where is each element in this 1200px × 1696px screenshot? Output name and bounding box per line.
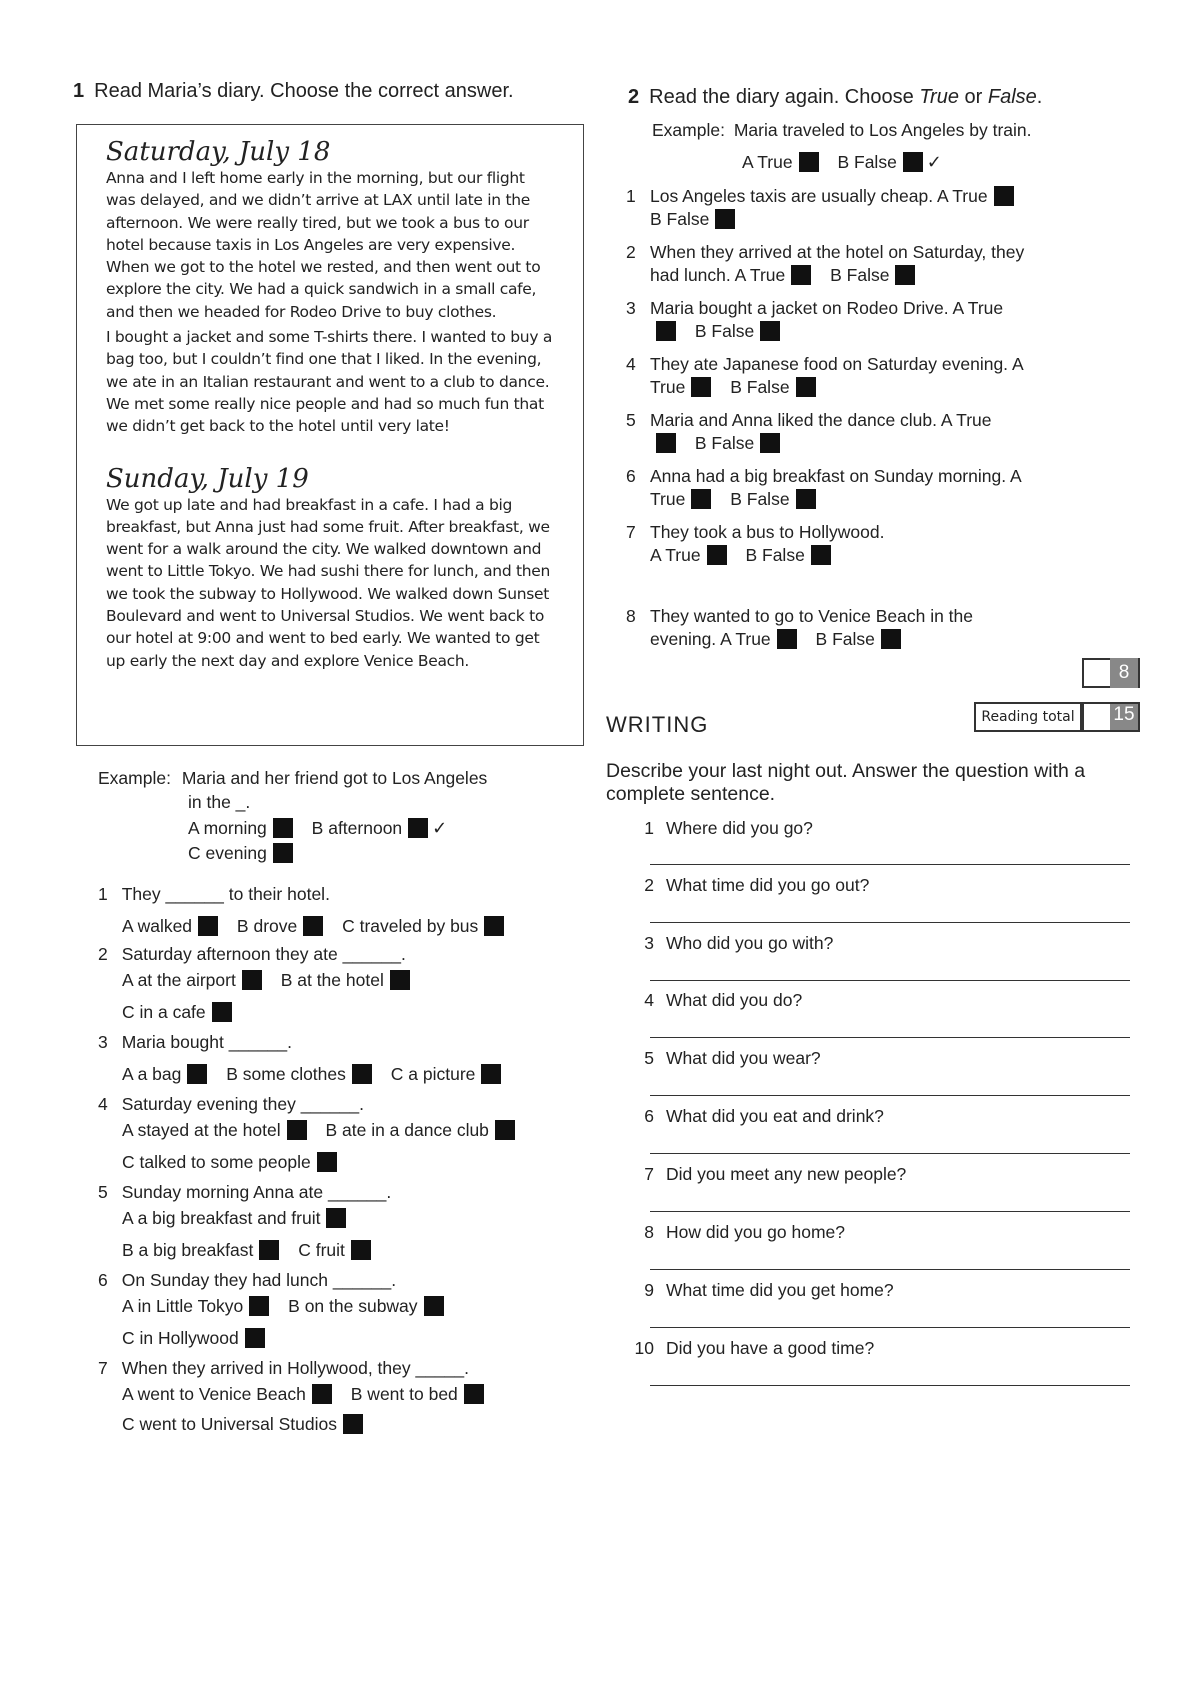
option-b: B went to bed [350, 1384, 458, 1404]
option-b: B ate in a dance club [325, 1120, 489, 1140]
option-b: B drove [236, 916, 298, 936]
option-b: B afternoon [311, 818, 403, 838]
checkbox[interactable] [796, 489, 816, 509]
checkbox[interactable] [408, 818, 428, 838]
tf-item: 5 Maria and Anna liked the dance club. A True B False [626, 410, 992, 453]
false-option: B False [694, 433, 755, 453]
true-option: A True [952, 298, 1004, 318]
checkbox[interactable] [484, 916, 504, 936]
false-option: B False [837, 152, 897, 172]
false-option: B False [830, 265, 890, 285]
false-option: B False [745, 545, 805, 565]
checkbox[interactable] [273, 843, 293, 863]
question-stem: 3 Maria bought ______. [98, 1032, 293, 1052]
tf-item: 1 Los Angeles taxis are usually cheap. A True B False [650, 185, 1030, 231]
question-stem: 6 On Sunday they had lunch ______. [98, 1270, 397, 1290]
diary-date: Sunday, July 19 [106, 463, 309, 494]
checkbox[interactable] [273, 818, 293, 838]
checkbox[interactable] [198, 916, 218, 936]
option-a: A walked [122, 916, 193, 936]
diary-paragraph: I bought a jacket and some T-shirts there. I wanted to buy a bag too, but I couldn’t find one that I liked. In the evening, we ate in an Italian restaurant and went to a club to dance. We met some really nice people and had so much fun that we didn’t get back to the hotel until very late! [106, 328, 553, 436]
section-instruction: Read Maria’s diary. Choose the correct answer. [94, 80, 514, 102]
option-a: A a bag [122, 1064, 182, 1084]
tf-item: 8 They wanted to go to Venice Beach in the evening. A True B False [626, 606, 973, 649]
checkbox[interactable] [245, 1328, 265, 1348]
checkbox[interactable] [799, 152, 819, 172]
answer-line[interactable] [650, 1037, 1130, 1038]
tf-item: 4 They ate Japanese food on Saturday evening. A True B False [626, 354, 1023, 397]
true-option: A True [940, 410, 992, 430]
reading-total-max: 15 [1110, 702, 1138, 732]
score-max: 8 [1110, 658, 1138, 688]
question-stem: 7 When they arrived in Hollywood, they _____. [98, 1358, 470, 1378]
checkbox[interactable] [760, 321, 780, 341]
question-stem: 1 They ______ to their hotel. [98, 884, 330, 904]
option-c: C went to Universal Studios [122, 1414, 337, 1434]
tf-example-options [742, 152, 942, 173]
writing-question: 4 What did you do? [644, 990, 803, 1010]
reading-total-label: Reading total [974, 702, 1082, 732]
checkbox[interactable] [303, 916, 323, 936]
checkmark-icon: ✓ [926, 152, 942, 172]
false-option: B False [694, 321, 755, 341]
option-c: C traveled by bus [342, 916, 479, 936]
example-text: Maria traveled to Los Angeles by train. [733, 120, 1032, 140]
writing-question: 7 Did you meet any new people? [644, 1164, 907, 1184]
checkbox[interactable] [777, 629, 797, 649]
diary-paragraph: Anna and I left home early in the morning, but our flight was delayed, and we didn’t arrive at LAX until late in the afternoon. We were really tired, but we took a bus to our hotel because taxis in Los Angeles are very expensive. When we got to the hotel we rested, and then went out to explore the city. We had a quick sandwich in a small cafe, and then we headed for Rodeo Drive to buy clothes. [106, 169, 541, 321]
writing-question: 10 Did you have a good time? [634, 1338, 875, 1358]
checkbox[interactable] [187, 1064, 207, 1084]
diary-date: Saturday, July 18 [106, 137, 331, 167]
checkbox[interactable] [903, 152, 923, 172]
checkbox[interactable] [811, 545, 831, 565]
checkbox[interactable] [259, 1240, 279, 1260]
question-stem: 5 Sunday morning Anna ate ______. [98, 1182, 392, 1202]
checkbox[interactable] [424, 1296, 444, 1316]
writing-question: 8 How did you go home? [644, 1222, 845, 1242]
option-c: C a picture [390, 1064, 476, 1084]
answer-line[interactable] [650, 1327, 1130, 1328]
tf-item: 2 When they arrived at the hotel on Saturday, they had lunch. A True B False [626, 242, 1025, 285]
checkbox[interactable] [352, 1064, 372, 1084]
checkbox[interactable] [312, 1384, 332, 1404]
checkbox[interactable] [760, 433, 780, 453]
checkbox[interactable] [481, 1064, 501, 1084]
checkbox[interactable] [656, 321, 676, 341]
answer-line[interactable] [650, 864, 1130, 865]
section-number: 1 [73, 80, 85, 102]
checkbox[interactable] [707, 545, 727, 565]
diary-box [76, 124, 584, 746]
checkbox[interactable] [390, 970, 410, 990]
example-label: Example: [652, 120, 725, 140]
section-2-title: 2 Read the diary again. Choose True or False. [628, 86, 1043, 108]
checkbox[interactable] [249, 1296, 269, 1316]
checkbox[interactable] [791, 265, 811, 285]
diary-paragraph: We got up late and had breakfast in a cafe. I had a big breakfast, but Anna just had some fruit. After breakfast, we went for a walk around the city. We walked downtown and went to Little Tokyo. We had sushi there for lunch, and then we took the subway to Hollywood. We walked down Sunset Boulevard and went to Universal Studios. We went back to our hotel at 9:00 and went to bed early. We wanted to get up early the next day and explore Venice Beach. [106, 495, 551, 670]
true-option: A True [650, 354, 1023, 397]
true-option: A True [742, 152, 793, 172]
checkbox[interactable] [242, 970, 262, 990]
option-c: C fruit [298, 1240, 345, 1260]
answer-line[interactable] [650, 980, 1130, 981]
checkbox[interactable] [796, 377, 816, 397]
answer-line[interactable] [650, 1095, 1130, 1096]
true-option: A True [720, 629, 771, 649]
answer-line[interactable] [650, 922, 1130, 923]
option-c: C evening [188, 843, 267, 863]
score-box [1082, 658, 1140, 688]
section-1-title [73, 80, 514, 103]
example-text: Maria and her friend got to Los Angeles [181, 768, 488, 788]
true-option: A True [937, 186, 988, 206]
checkbox[interactable] [495, 1120, 515, 1140]
true-option: A True [650, 466, 1021, 509]
answer-line[interactable] [650, 1385, 1130, 1386]
option-a: A at the airport [122, 970, 236, 990]
option-a: A morning [188, 818, 267, 838]
writing-question: 1 Where did you go? [644, 818, 813, 838]
option-a: A a big breakfast and fruit [122, 1208, 321, 1228]
checkbox[interactable] [881, 629, 901, 649]
answer-line[interactable] [650, 1211, 1130, 1212]
writing-question: 6 What did you eat and drink? [644, 1106, 884, 1126]
checkbox[interactable] [287, 1120, 307, 1140]
writing-question: 9 What time did you get home? [644, 1280, 894, 1300]
checkbox[interactable] [351, 1240, 371, 1260]
tf-example [652, 120, 1032, 141]
checkbox[interactable] [656, 433, 676, 453]
checkbox[interactable] [464, 1384, 484, 1404]
example-label: Example: [98, 768, 171, 788]
option-b: B on the subway [288, 1296, 418, 1316]
checkbox[interactable] [691, 489, 711, 509]
option-b: B at the hotel [280, 970, 384, 990]
checkmark-icon: ✓ [432, 818, 448, 838]
false-option: B False [730, 377, 790, 397]
mc-questions [98, 884, 598, 1444]
tf-item: 3 Maria bought a jacket on Rodeo Drive. A True B False [626, 298, 1004, 341]
section-number: 2 [628, 86, 640, 108]
option-c: C in a cafe [122, 1002, 206, 1022]
writing-question: 2 What time did you go out? [644, 875, 870, 895]
option-c: C in Hollywood [122, 1328, 239, 1348]
option-a: A stayed at the hotel [122, 1120, 281, 1140]
checkbox[interactable] [326, 1208, 346, 1228]
reading-total-box [1082, 702, 1140, 732]
example-text-2: in the _. [188, 792, 251, 812]
checkbox[interactable] [691, 377, 711, 397]
writing-question: 5 What did you wear? [644, 1048, 821, 1068]
writing-question: 3 Who did you go with? [644, 933, 834, 953]
option-b: B some clothes [226, 1064, 346, 1084]
answer-line[interactable] [650, 1153, 1130, 1154]
false-option: B False [815, 629, 875, 649]
option-c: C talked to some people [122, 1152, 311, 1172]
tf-item: 6 Anna had a big breakfast on Sunday morning. A True B False [626, 466, 1021, 509]
false-option: B False [650, 209, 710, 229]
checkbox[interactable] [895, 265, 915, 285]
tf-item: 7 They took a bus to Hollywood. A True B False [626, 522, 885, 565]
checkbox[interactable] [212, 1002, 232, 1022]
question-stem: 4 Saturday evening they ______. [98, 1094, 364, 1114]
writing-instruction: Describe your last night out. Answer the question with a complete sentence. [606, 760, 1086, 805]
false-option: B False [730, 489, 790, 509]
writing-heading: WRITING [606, 712, 709, 737]
checkbox[interactable] [994, 186, 1014, 206]
true-option: A True [650, 545, 701, 565]
answer-line[interactable] [650, 1269, 1130, 1270]
question-stem: 2 Saturday afternoon they ate ______. [98, 944, 406, 964]
option-b: B a big breakfast [122, 1240, 254, 1260]
option-a: A went to Venice Beach [122, 1384, 306, 1404]
checkbox[interactable] [715, 209, 735, 229]
checkbox[interactable] [317, 1152, 337, 1172]
checkbox[interactable] [343, 1414, 363, 1434]
option-a: A in Little Tokyo [122, 1296, 244, 1316]
true-option: A True [734, 265, 786, 285]
